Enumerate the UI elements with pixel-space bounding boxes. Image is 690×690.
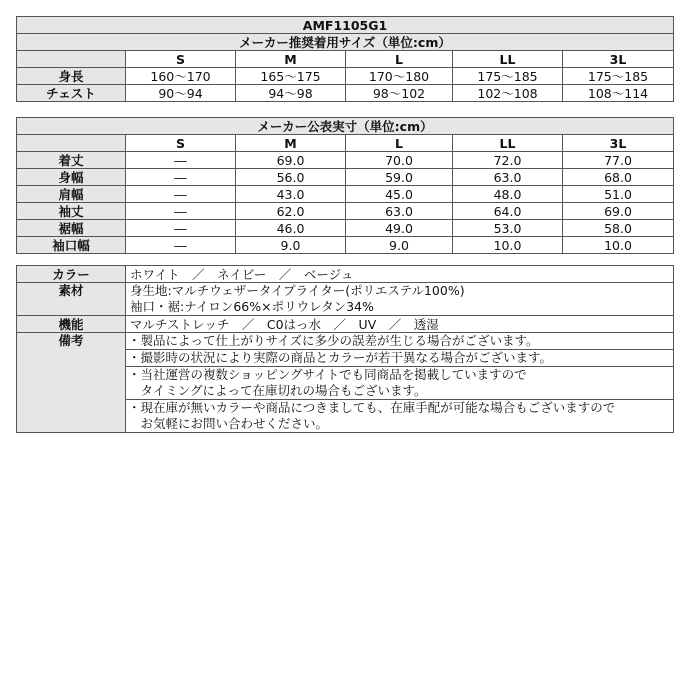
note-line: ・現在庫が無いカラーや商品につきましても、在庫手配が可能な場合もございますので	[128, 400, 616, 415]
size-header: S	[126, 51, 236, 68]
table-cell: 102〜108	[453, 85, 563, 102]
measured-size-table	[16, 117, 674, 254]
table-cell: 46.0	[236, 220, 346, 237]
table-row	[17, 152, 674, 169]
info-row-color	[17, 266, 674, 283]
note-line: タイミングによって在庫切れの場合もございます。	[128, 383, 427, 398]
table-cell: 98〜102	[346, 85, 453, 102]
recommended-title: メーカー推奨着用サイズ（単位:cm）	[17, 34, 674, 51]
material-line: 袖口・裾:ナイロン66%×ポリウレタン34%	[130, 299, 374, 314]
info-label: 機能	[17, 316, 126, 333]
size-header: 3L	[563, 51, 674, 68]
size-header: L	[346, 135, 453, 152]
size-header: LL	[453, 135, 563, 152]
info-row-function	[17, 316, 674, 333]
table-cell: 160〜170	[126, 68, 236, 85]
table-cell: 175〜185	[563, 68, 674, 85]
table-cell: ―	[126, 203, 236, 220]
table-cell: 63.0	[346, 203, 453, 220]
table-row	[17, 169, 674, 186]
row-label: 身幅	[17, 169, 126, 186]
row-label: 肩幅	[17, 186, 126, 203]
info-label: 備考	[17, 333, 126, 433]
table-cell: 51.0	[563, 186, 674, 203]
table-cell: 165〜175	[236, 68, 346, 85]
info-label: カラー	[17, 266, 126, 283]
table-cell: 58.0	[563, 220, 674, 237]
table-row	[17, 237, 674, 254]
material-line: 身生地:マルチウェザータイプライター(ポリエステル100%)	[130, 283, 465, 298]
size-header: M	[236, 51, 346, 68]
table-cell: ―	[126, 220, 236, 237]
product-info-table	[16, 265, 674, 433]
measured-title: メーカー公表実寸（単位:cm）	[17, 118, 674, 135]
note-line: お気軽にお問い合わせください。	[128, 416, 329, 431]
size-header: LL	[453, 51, 563, 68]
table-cell: 43.0	[236, 186, 346, 203]
function-value: マルチストレッチ ／ C0はっ水 ／ UV ／ 透湿	[126, 316, 674, 333]
info-label: 素材	[17, 283, 126, 316]
table-cell: 62.0	[236, 203, 346, 220]
table-row	[17, 186, 674, 203]
table-cell: 94〜98	[236, 85, 346, 102]
size-header: 3L	[563, 135, 674, 152]
row-label: 身長	[17, 68, 126, 85]
row-label: 袖丈	[17, 203, 126, 220]
size-header-row	[17, 51, 674, 68]
note-line: ・当社運営の複数ショッピングサイトでも同商品を掲載していますので	[128, 367, 527, 382]
size-header: M	[236, 135, 346, 152]
note-item	[126, 350, 674, 367]
note-line: ・製品によって仕上がりサイズに多少の誤差が生じる場合がございます。	[128, 333, 539, 348]
table-cell: 9.0	[236, 237, 346, 254]
corner-cell	[17, 51, 126, 68]
table-cell: 63.0	[453, 169, 563, 186]
table-cell: 59.0	[346, 169, 453, 186]
size-header: L	[346, 51, 453, 68]
color-value: ホワイト ／ ネイビー ／ ベージュ	[126, 266, 674, 283]
table-row	[17, 203, 674, 220]
material-value	[126, 283, 674, 316]
table-cell: 72.0	[453, 152, 563, 169]
info-row-notes	[17, 333, 674, 350]
table-cell: 108〜114	[563, 85, 674, 102]
table-cell: 10.0	[453, 237, 563, 254]
row-label: 裾幅	[17, 220, 126, 237]
table-row	[17, 220, 674, 237]
size-header: S	[126, 135, 236, 152]
table-cell: 90〜94	[126, 85, 236, 102]
note-item	[126, 367, 674, 400]
model-code: AMF1105G1	[17, 17, 674, 34]
table-cell: 45.0	[346, 186, 453, 203]
note-line: ・撮影時の状況により実際の商品とカラーが若干異なる場合がございます。	[128, 350, 553, 365]
table-cell: ―	[126, 237, 236, 254]
note-item	[126, 333, 674, 350]
table-cell: 48.0	[453, 186, 563, 203]
table-cell: 64.0	[453, 203, 563, 220]
row-label: 着丈	[17, 152, 126, 169]
table-cell: ―	[126, 186, 236, 203]
table-row	[17, 85, 674, 102]
table-cell: ―	[126, 169, 236, 186]
table-cell: 70.0	[346, 152, 453, 169]
table-row	[17, 68, 674, 85]
note-item	[126, 400, 674, 433]
corner-cell	[17, 135, 126, 152]
row-label: 袖口幅	[17, 237, 126, 254]
table-cell: ―	[126, 152, 236, 169]
table-cell: 77.0	[563, 152, 674, 169]
table-cell: 175〜185	[453, 68, 563, 85]
recommended-size-table	[16, 16, 674, 102]
table-cell: 69.0	[563, 203, 674, 220]
table-cell: 49.0	[346, 220, 453, 237]
row-label: チェスト	[17, 85, 126, 102]
table-cell: 9.0	[346, 237, 453, 254]
table-cell: 53.0	[453, 220, 563, 237]
table-cell: 170〜180	[346, 68, 453, 85]
size-header-row	[17, 135, 674, 152]
table-cell: 10.0	[563, 237, 674, 254]
table-cell: 56.0	[236, 169, 346, 186]
table-cell: 69.0	[236, 152, 346, 169]
info-row-material	[17, 283, 674, 316]
table-cell: 68.0	[563, 169, 674, 186]
